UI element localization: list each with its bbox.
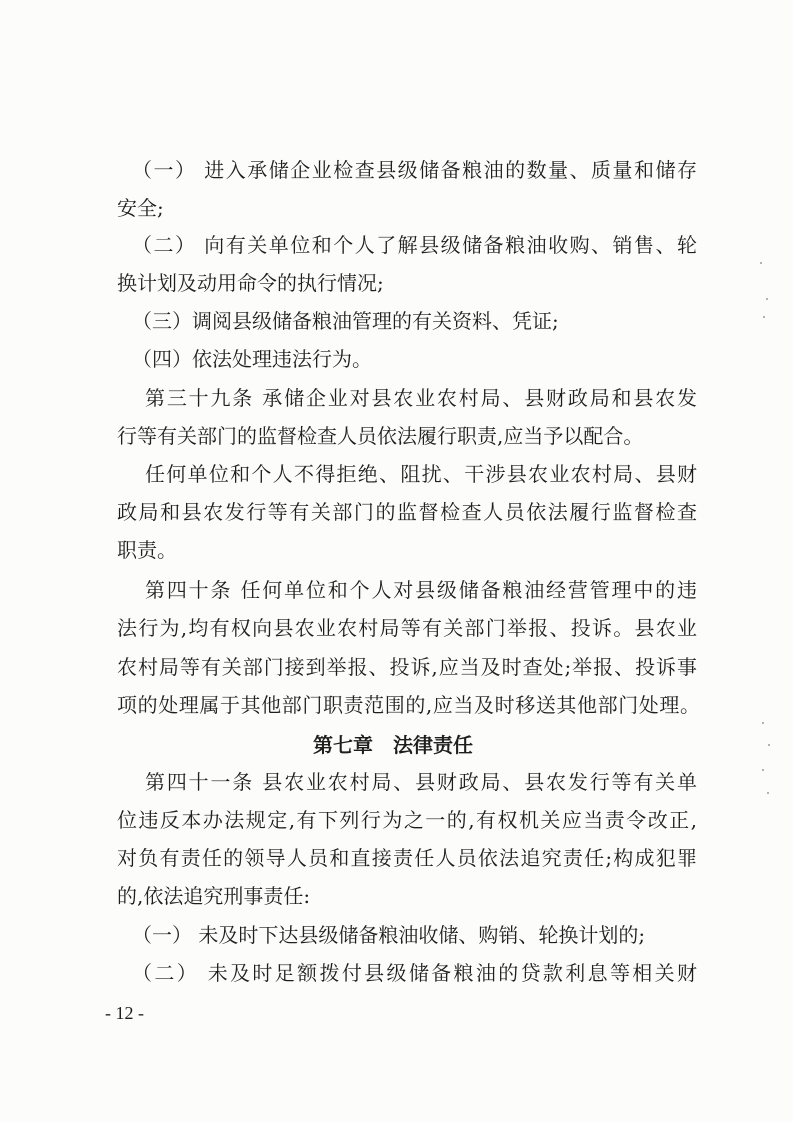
page-number: - 12 - — [105, 1003, 144, 1023]
paragraph-line: 对负有责任的领导人员和直接责任人员依法追究责任;构成犯罪 — [117, 846, 697, 870]
scan-speck — [762, 722, 764, 724]
paragraph-line: 任何单位和个人不得拒绝、阻扰、干涉县农业农村局、县财 — [145, 462, 697, 486]
paragraph-line: 项的处理属于其他部门职责范围的,应当及时移送其他部门处理。 — [117, 693, 700, 717]
paragraph-line: 法行为,均有权向县农业农村局等有关部门举报、投诉。县农业 — [117, 616, 697, 640]
paragraph-line: 换计划及动用命令的执行情况; — [117, 271, 384, 295]
scan-speck — [768, 744, 770, 746]
paragraph-line: （三）调阅县级储备粮油管理的有关资料、凭证; — [132, 309, 559, 333]
scan-speck — [766, 298, 768, 300]
paragraph-line: 第四十条 任何单位和个人对县级储备粮油经营管理中的违 — [145, 578, 697, 602]
paragraph-line: 安全; — [117, 196, 164, 220]
paragraph-line: （一） 未及时下达县级储备粮油收储、购销、轮换计划的; — [132, 923, 646, 947]
paragraph-line: （四）依法处理违法行为。 — [132, 347, 372, 371]
scan-speck — [767, 792, 769, 794]
scan-speck — [760, 262, 762, 264]
paragraph-line: （二） 向有关单位和个人了解县级储备粮油收购、销售、轮 — [132, 233, 697, 257]
paragraph-line: （二） 未及时足额拨付县级储备粮油的贷款利息等相关财 — [132, 961, 697, 985]
paragraph-line: 农村局等有关部门接到举报、投诉,应当及时查处;举报、投诉事 — [117, 655, 697, 679]
paragraph-line: 第三十九条 承储企业对县农业农村局、县财政局和县农发 — [145, 386, 697, 410]
paragraph-line: 政局和县农发行等有关部门的监督检查人员依法履行监督检查 — [117, 500, 697, 524]
paragraph-line: 行等有关部门的监督检查人员依法履行职责,应当予以配合。 — [117, 424, 644, 448]
scan-speck — [763, 316, 765, 318]
paragraph-line: （一） 进入承储企业检查县级储备粮油的数量、质量和储存 — [132, 158, 697, 182]
chapter-heading: 第七章 法律责任 — [313, 733, 473, 757]
paragraph-line: 位违反本办法规定,有下列行为之一的,有权机关应当责令改正, — [117, 808, 697, 832]
paragraph-line: 的,依法追究刑事责任: — [117, 884, 311, 908]
paragraph-line: 职责。 — [117, 538, 177, 562]
paragraph-line: 第四十一条 县农业农村局、县财政局、县农发行等有关单 — [145, 770, 697, 794]
scan-speck — [762, 769, 764, 771]
